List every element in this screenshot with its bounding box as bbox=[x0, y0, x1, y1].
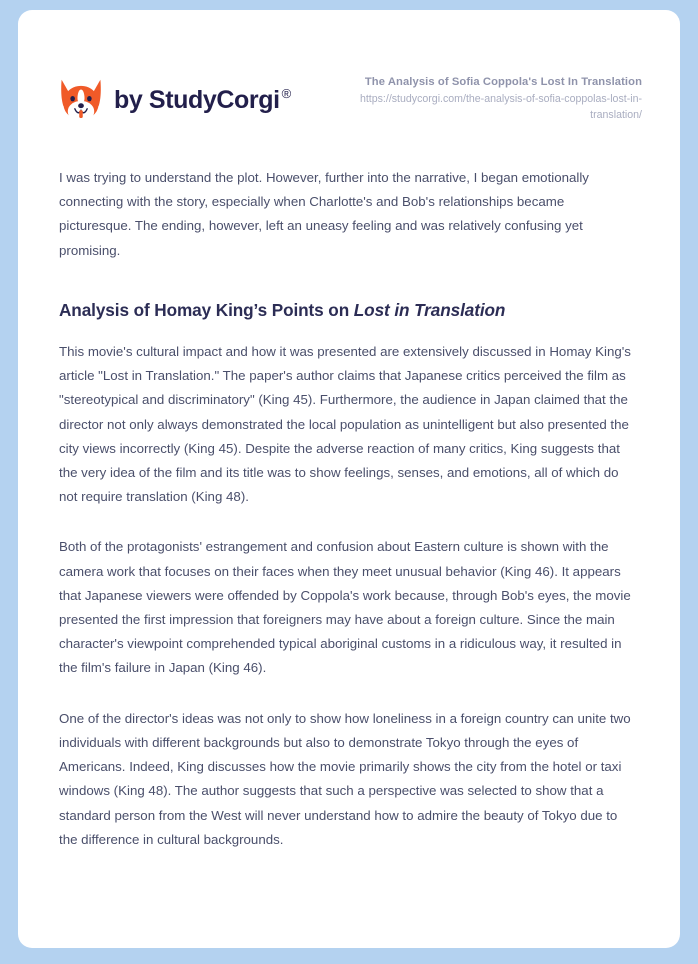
document-header bbox=[18, 10, 680, 124]
paragraph-3: Both of the protagonists' estrangement and confusion about Eastern culture is shown with the camera work that focuses on their faces when they meet unusual behavior (King 46). It appears that Japanese viewers were offended by Coppola's work because, through Bob's eyes, the movie presented the first impression that foreigners may have about a foreign culture. Since the main character's viewpoint comprehended typical aboriginal customs in a ridiculous way, it resulted in the film's failure in Japan (King 46). bbox=[59, 539, 631, 676]
paragraph-2: This movie's cultural impact and how it was presented are extensively discussed in Homay King's article "Lost in Translation." The paper's author claims that Japanese critics perceived the film as "stereotypical and discriminatory" (King 45). Furthermore, the audience in Japan claimed that the director not only always demonstrated the local population as unintelligent but also presented the city views incorrectly (King 45). Despite the adverse reaction of many critics, King suggests that the very idea of the film and its title was to show feelings, senses, and emotions, all of which do not require translation (King 48). bbox=[59, 344, 631, 505]
document-page-card bbox=[18, 10, 680, 948]
section-heading-prefix: Analysis of Homay King’s Points on bbox=[59, 299, 354, 320]
paragraph-4: One of the director's ideas was not only to show how loneliness in a foreign country can unite two individuals with different backgrounds but also to demonstrate Tokyo through the eyes of Americans. Indeed, King discusses how the movie primarily shows the city from the hotel or taxi windows (King 48). The author suggests that such a perspective was selected to show that a standard person from the West will never understand how to admire the beauty of Tokyo due to the difference in cultural backgrounds. bbox=[59, 710, 631, 847]
brand-name-text: by StudyCorgi bbox=[114, 85, 280, 114]
paragraph-1: I was trying to understand the plot. However, further into the narrative, I began emotionally connecting with the story, especially when Charlotte's and Bob's relationships became picturesque. The ending, however, left an uneasy feeling and was relatively confusing yet promising. bbox=[59, 170, 589, 258]
header-meta-block bbox=[322, 72, 642, 124]
document-url[interactable]: https://studycorgi.com/the-analysis-of-sofia-coppolas-lost-in-translation/ bbox=[359, 93, 642, 122]
section-heading-analysis bbox=[59, 299, 639, 322]
registered-trademark-icon: ® bbox=[281, 86, 291, 102]
brand-name bbox=[114, 86, 291, 115]
brand-block[interactable] bbox=[59, 72, 291, 122]
document-title: The Analysis of Sofia Coppola's Lost In Translation bbox=[364, 76, 642, 88]
document-body bbox=[18, 166, 680, 852]
corgi-head-icon bbox=[59, 78, 103, 122]
section-heading-film-title: Lost in Translation bbox=[353, 299, 506, 320]
